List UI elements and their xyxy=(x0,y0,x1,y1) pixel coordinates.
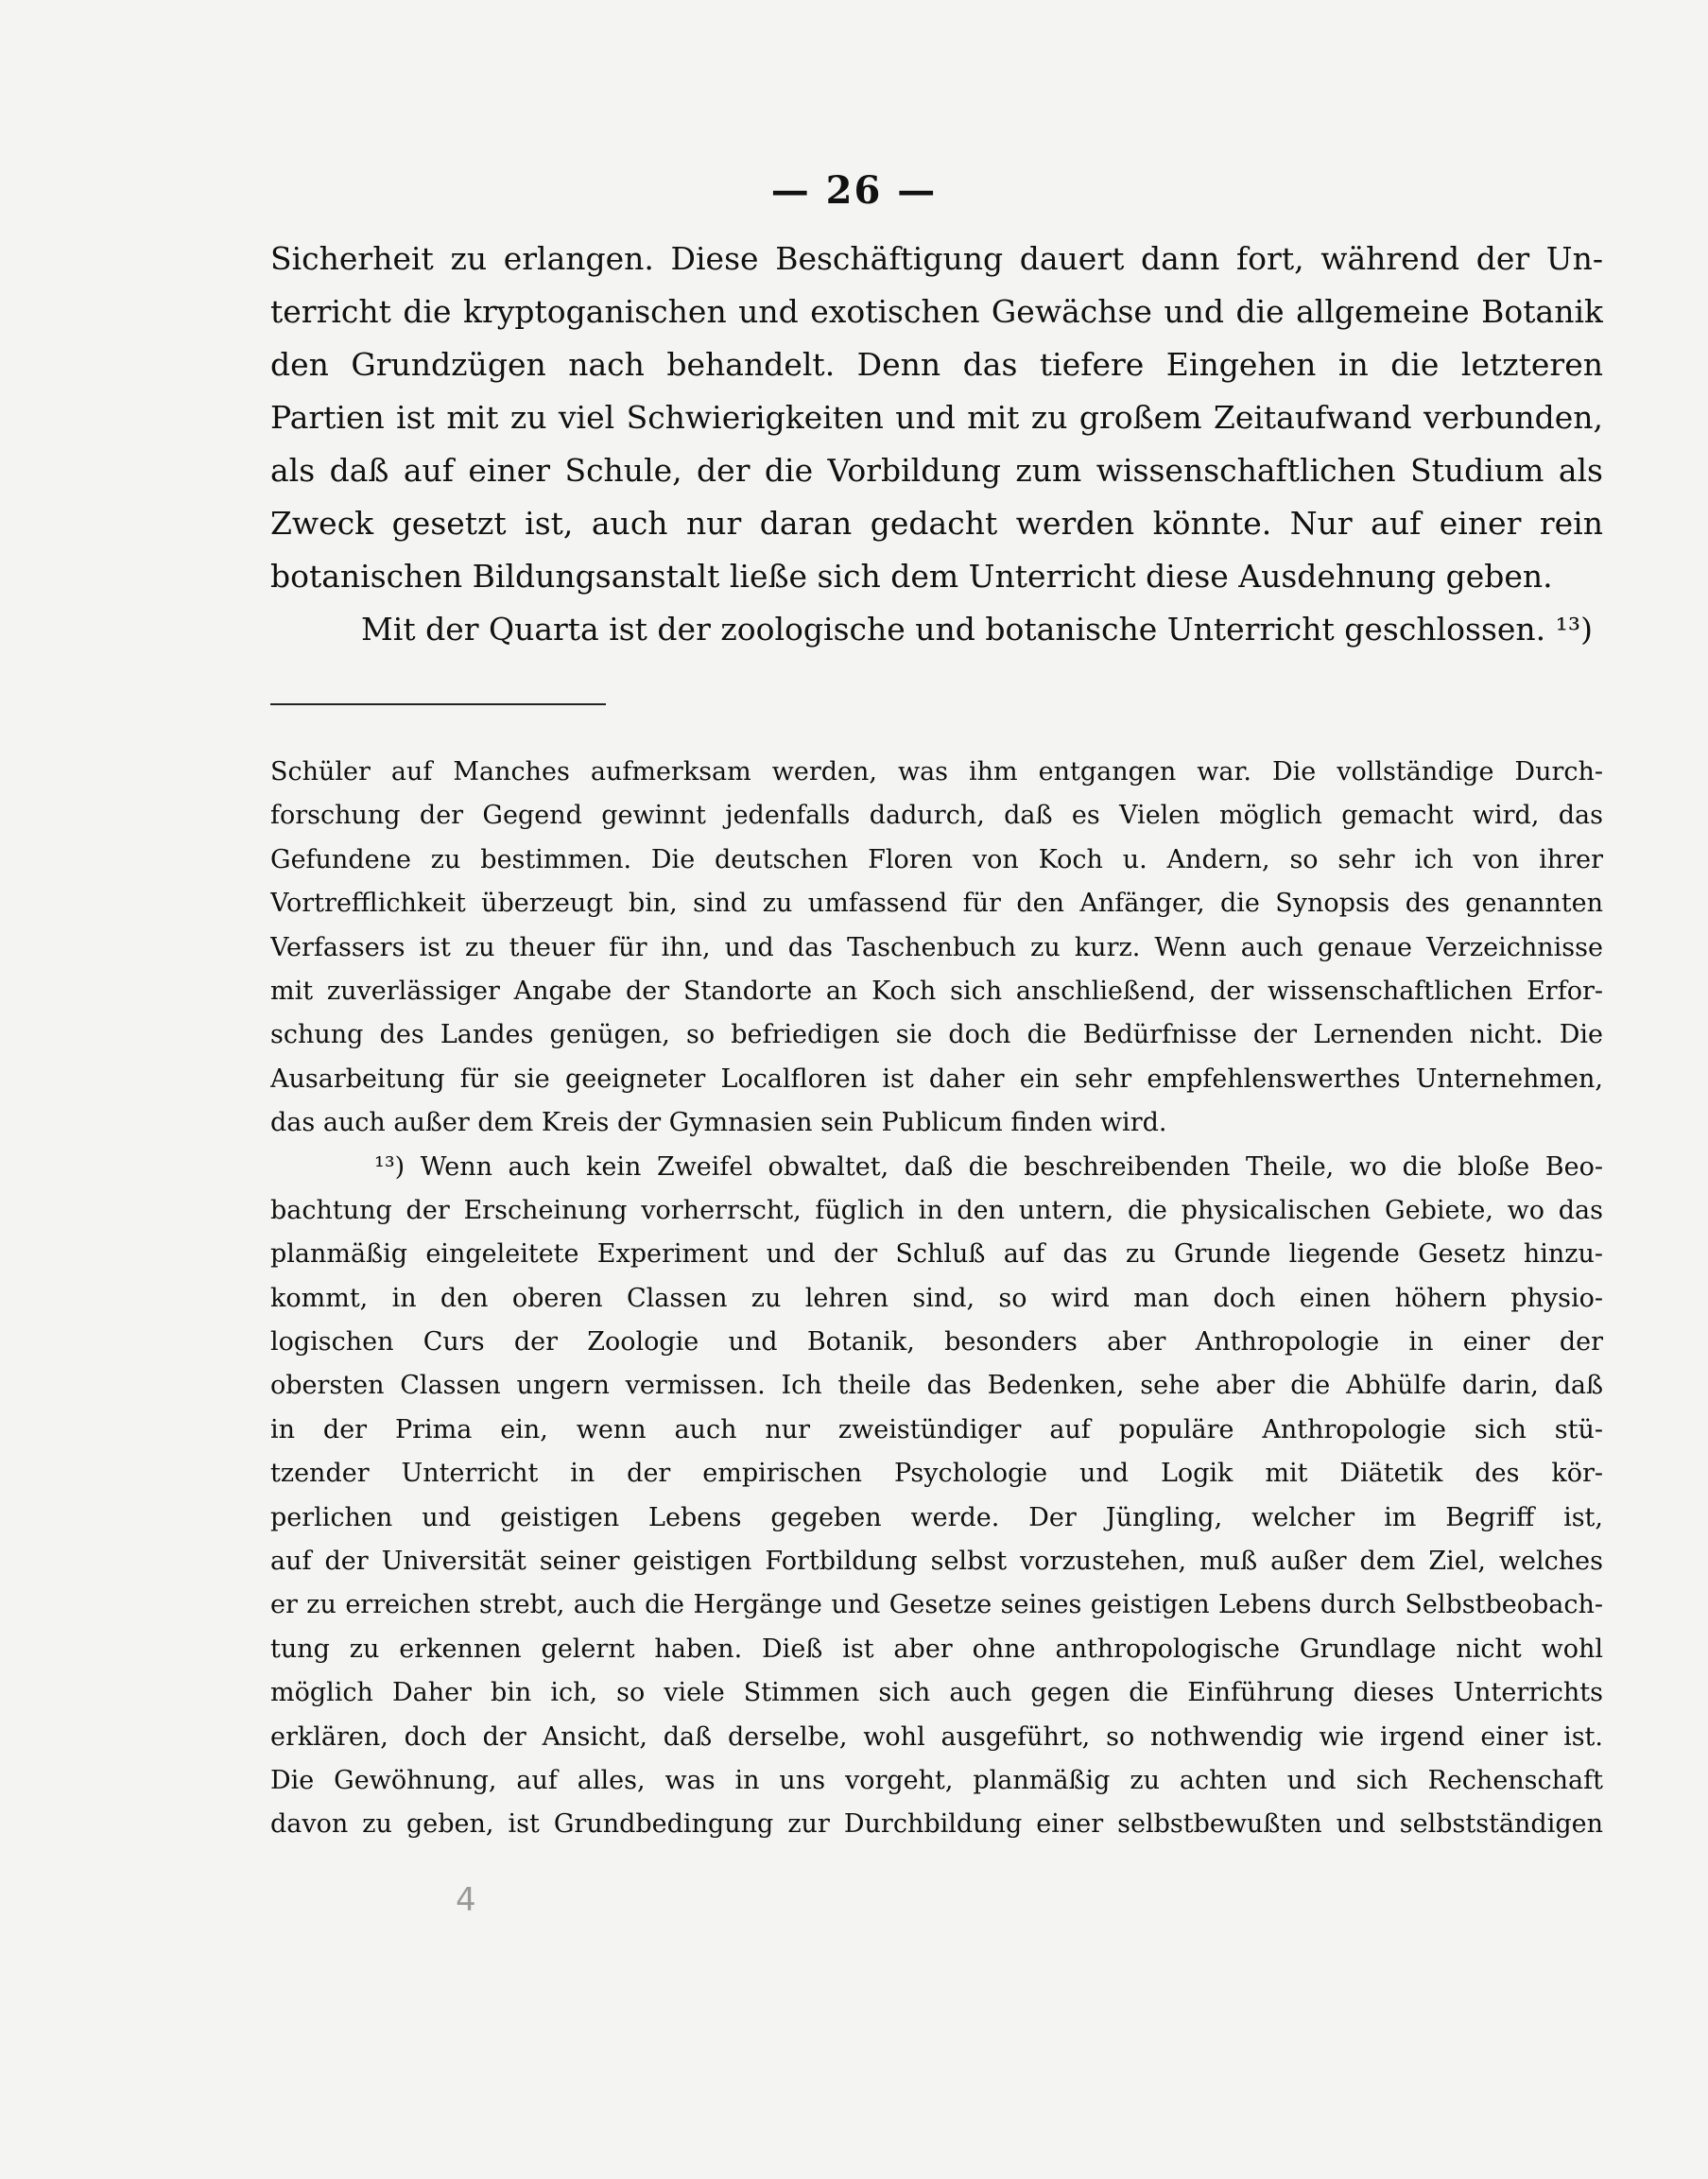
footnote-line: ¹³) Wenn auch kein Zweifel obwaltet, daß die beschreibenden Theile, wo die bloße Beo- xyxy=(374,1151,1603,1182)
footnote-line: bachtung der Erscheinung vorherrscht, füglich in den untern, die physicalischen Gebiete, wo das xyxy=(270,1195,1603,1225)
footnote-line: Verfassers ist zu theuer für ihn, und das Taschenbuch zu kurz. Wenn auch genaue Verzeichnisse xyxy=(270,932,1603,962)
footnote-continuation xyxy=(270,751,1603,1146)
footnote-line: er zu erreichen strebt, auch die Hergänge und Gesetze seines geistigen Lebens durch Selbstbeobach- xyxy=(270,1590,1603,1620)
main-text-line: terricht die kryptoganischen und exotischen Gewächse und die allgemeine Botanik xyxy=(270,293,1603,330)
footnote-line: Ausarbeitung für sie geeigneter Localfloren ist daher ein sehr empfehlenswerthes Unternehmen, xyxy=(270,1064,1603,1094)
main-text-line: den Grundzügen nach behandelt. Denn das tiefere Eingehen in die letzteren xyxy=(270,346,1603,383)
footnote-13 xyxy=(270,1146,1603,1847)
footnote-line: Vortrefflichkeit überzeugt bin, sind zu umfassend für den Anfänger, die Synopsis des genannten xyxy=(270,889,1603,919)
footnote-line: schung des Landes genügen, so befriedigen sie doch die Bedürfnisse der Lernenden nicht. Die xyxy=(270,1020,1603,1050)
main-text-line: als daß auf einer Schule, der die Vorbildung zum wissenschaftlichen Studium als xyxy=(270,452,1603,489)
footnote-line: Die Gewöhnung, auf alles, was in uns vorgeht, planmäßig zu achten und sich Rechenschaft xyxy=(270,1765,1603,1795)
main-text-line: Partien ist mit zu viel Schwierigkeiten und mit zu großem Zeitaufwand verbunden, xyxy=(270,399,1603,436)
page-number: — 26 — xyxy=(770,168,938,213)
footnote-line: möglich Daher bin ich, so viele Stimmen sich auch gegen die Einführung dieses Unterrichts xyxy=(270,1678,1603,1708)
footnote-line: das auch außer dem Kreis der Gymnasien sein Publicum finden wird. xyxy=(270,1108,1167,1138)
footnote-line: logischen Curs der Zoologie und Botanik, besonders aber Anthropologie in einer der xyxy=(270,1327,1603,1358)
footnote-line: erklären, doch der Ansicht, daß derselbe, wohl ausgeführt, so nothwendig wie irgend einer ist. xyxy=(270,1721,1603,1752)
footnote-line: obersten Classen ungern vermissen. Ich theile das Bedenken, sehe aber die Abhülfe darin, daß xyxy=(270,1371,1603,1401)
main-text-line: Zweck gesetzt ist, auch nur daran gedacht werden könnte. Nur auf einer rein xyxy=(270,505,1603,542)
footnote-line: Gefundene zu bestimmen. Die deutschen Floren von Koch u. Andern, so sehr ich von ihrer xyxy=(270,844,1603,874)
footnote-line: Schüler auf Manches aufmerksam werden, was ihm entgangen war. Die vollständige Durch- xyxy=(270,757,1603,787)
footnote-line: tzender Unterricht in der empirischen Psychologie und Logik mit Diätetik des kör- xyxy=(270,1459,1603,1489)
footnote-line: auf der Universität seiner geistigen Fortbildung selbst vorzustehen, muß außer dem Ziel, welches xyxy=(270,1547,1603,1577)
main-text-line: botanischen Bildungsanstalt ließe sich dem Unterricht diese Ausdehnung geben. xyxy=(270,558,1553,595)
footnote-line: tung zu erkennen gelernt haben. Dieß ist aber ohne anthropologische Grundlage nicht wohl xyxy=(270,1634,1603,1664)
footnotes-block xyxy=(270,751,1603,1847)
main-text-line: Sicherheit zu erlangen. Diese Beschäftigung dauert dann fort, während der Un- xyxy=(270,240,1603,277)
footnote-line: planmäßig eingeleitete Experiment und der Schluß auf das zu Grunde liegende Gesetz hinzu- xyxy=(270,1239,1603,1270)
main-text-line: Mit der Quarta ist der zoologische und botanische Unterricht geschlossen. ¹³) xyxy=(361,611,1593,648)
footnote-line: forschung der Gegend gewinnt jedenfalls dadurch, daß es Vielen möglich gemacht wird, das xyxy=(270,801,1603,831)
footnote-line: in der Prima ein, wenn auch nur zweistündiger auf populäre Anthropologie sich stü- xyxy=(270,1414,1603,1444)
footnote-divider xyxy=(270,703,606,705)
footnote-line: perlichen und geistigen Lebens gegeben werde. Der Jüngling, welcher im Begriff ist, xyxy=(270,1502,1603,1532)
footnote-line: kommt, in den oberen Classen zu lehren sind, so wird man doch einen höhern physio- xyxy=(270,1283,1603,1313)
pencil-mark: 4 xyxy=(456,1881,476,1919)
footnote-line: davon zu geben, ist Grundbedingung zur Durchbildung einer selbstbewußten und selbstständigen xyxy=(270,1809,1603,1840)
main-text-block xyxy=(270,233,1603,656)
footnote-line: mit zuverlässiger Angabe der Standorte an Koch sich anschließend, der wissenschaftlichen Erfor- xyxy=(270,976,1603,1006)
